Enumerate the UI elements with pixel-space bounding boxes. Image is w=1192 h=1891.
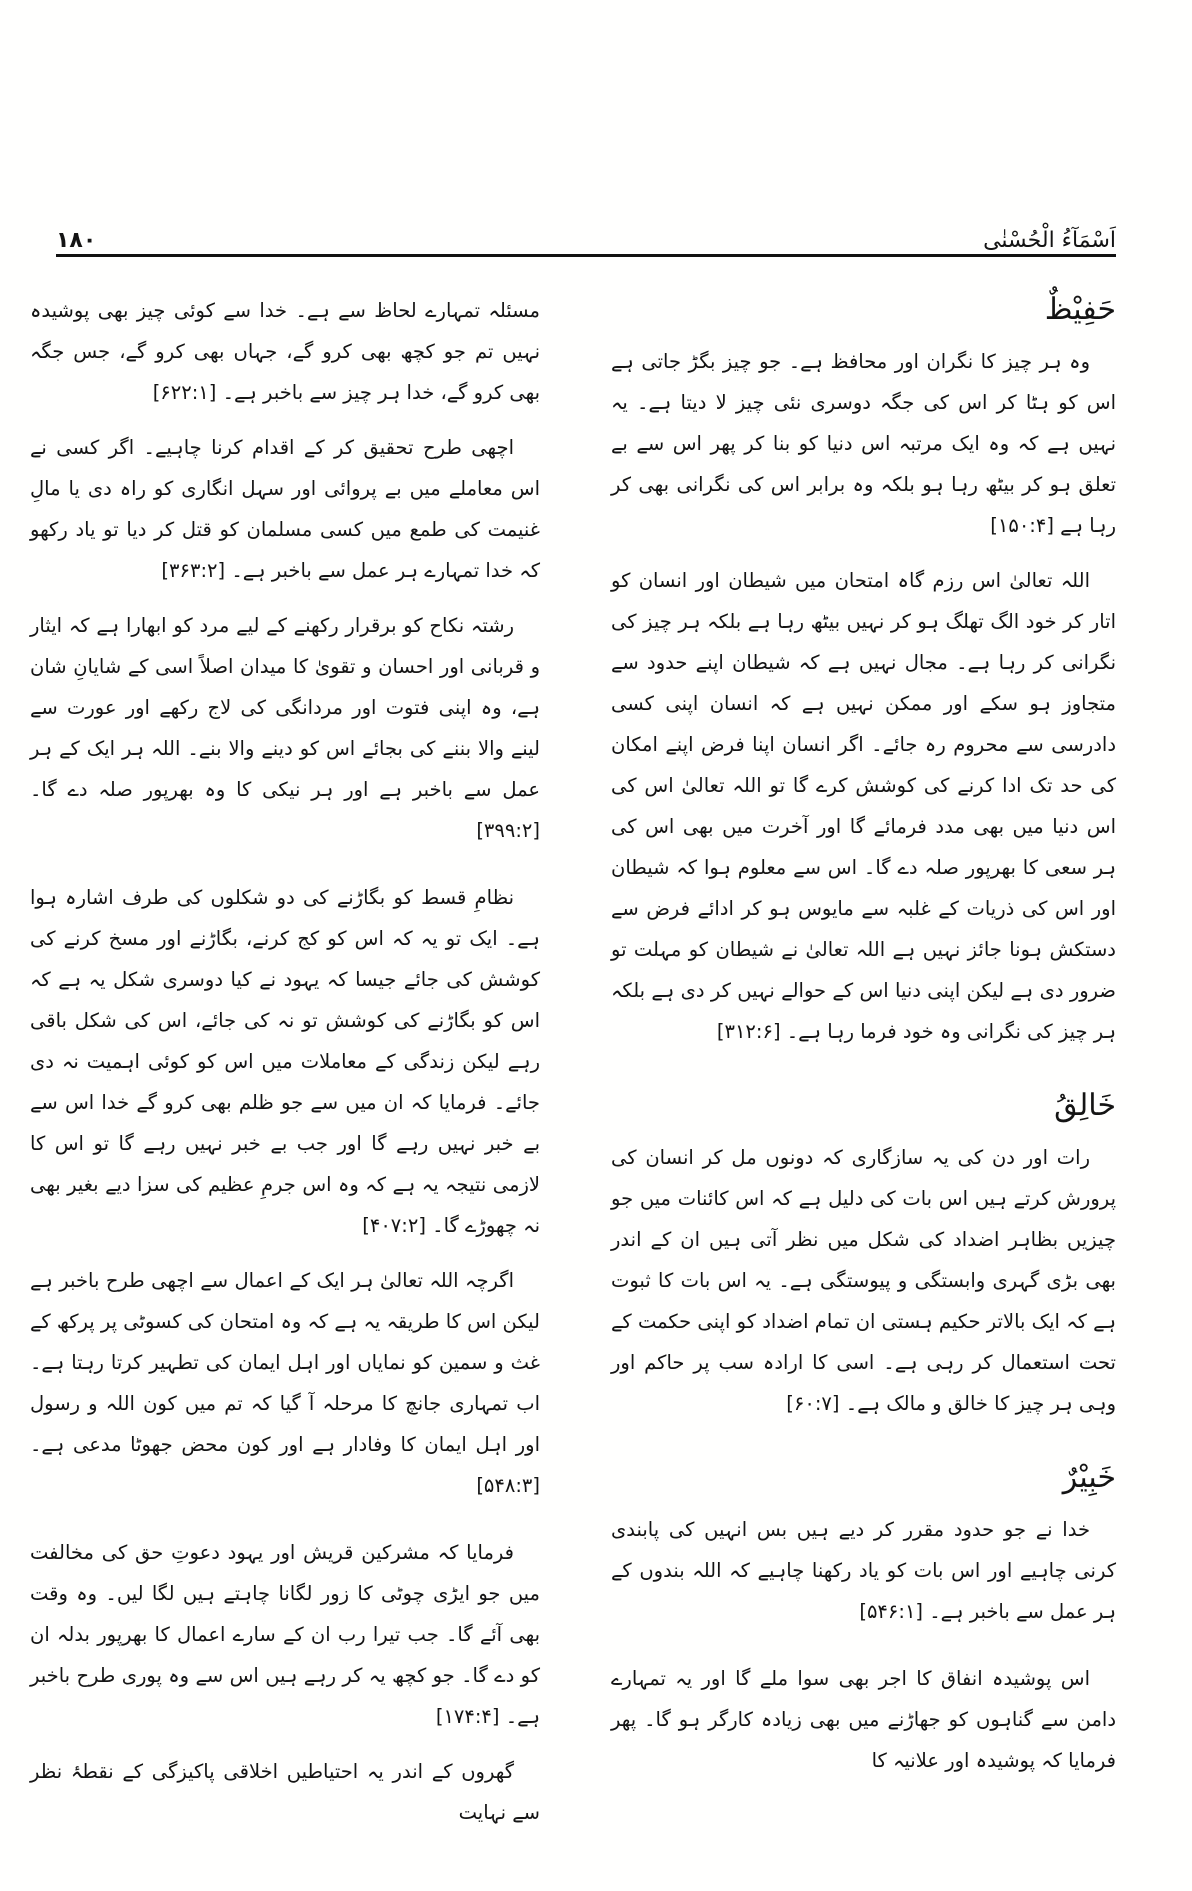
paragraph <box>30 1751 540 1833</box>
paragraph-text: گھروں کے اندر یہ احتیاطیں اخلاقی پاکیزگی کے نقطۂ نظر سے نہایت <box>30 1760 540 1824</box>
verse-reference: [۴۰۷:۲] <box>362 1214 426 1237</box>
paragraph <box>30 427 540 591</box>
left-column <box>30 290 540 1847</box>
section-khabeer <box>611 1458 1116 1781</box>
paragraph-text: مسئلہ تمہارے لحاظ سے ہے۔ خدا سے کوئی چیز بھی پوشیدہ نہیں تم جو کچھ بھی کرو گے، جہاں بھی کرو گے، جس جگہ بھی کرو گے، خدا ہر چیز سے باخبر ہے۔ <box>30 299 540 404</box>
verse-reference: [۵۴۶:۱] <box>859 1600 924 1623</box>
verse-reference: [۳۱۲:۶] <box>716 1020 781 1043</box>
verse-reference: [۳۹۹:۲] <box>476 819 540 842</box>
section-heading: خَالِقُ <box>1054 1088 1116 1123</box>
paragraph-text: نظامِ قسط کو بگاڑنے کی دو شکلوں کی طرف اشارہ ہوا ہے۔ ایک تو یہ کہ اس کو کج کرنے، بگاڑنے اور مسخ کرنے کی کوشش کی جائے جیسا کہ یہود نے کیا دوسری شکل یہ ہے کہ اس کو بگاڑنے کی کوشش تو نہ کی جائے، اس کی شکل باقی رہے لیکن زندگی کے معاملات میں اس کو کوئی اہمیت نہ دی جائے۔ فرمایا کہ ان میں سے جو ظلم بھی کرو گے خدا اس سے بے خبر نہیں رہے گا اور جب بے خبر نہیں رہے گا تو اس کا لازمی نتیجہ یہ ہے کہ وہ اس جرمِ عظیم کی سزا دیے بغیر بھی نہ چھوڑے گا۔ <box>30 886 540 1237</box>
paragraph-text: رشتہ نکاح کو برقرار رکھنے کے لیے مرد کو ابھارا ہے کہ ایثار و قربانی اور احسان و تقویٰ کا میدان اصلاً اسی کے شایانِ شان ہے، وہ اپنی فتوت اور مردانگی کی لاج رکھے اور عورت سے لینے والا بننے کی بجائے اس کو دینے والا بنے۔ اللہ ہر ایک کے ہر عمل سے باخبر ہے اور ہر نیکی کا وہ بھرپور صلہ دے گا۔ <box>30 614 540 801</box>
paragraph-text: اچھی طرح تحقیق کر کے اقدام کرنا چاہیے۔ اگر کسی نے اس معاملے میں بے پروائی اور سہل انگاری کو راہ دی یا مالِ غنیمت کی طمع میں کسی مسلمان کو قتل کر دیا تو یاد رکھو کہ خدا تمہارے ہر عمل سے باخبر ہے۔ <box>30 436 540 582</box>
right-column <box>611 290 1116 1847</box>
section-heading: حَفِیْظٌ <box>1044 292 1116 327</box>
paragraph <box>30 605 540 851</box>
verse-reference: [۳۶۳:۲] <box>161 559 226 582</box>
paragraph-text: فرمایا کہ مشرکین قریش اور یہود دعوتِ حق کی مخالفت میں جو ایڑی چوٹی کا زور لگانا چاہتے ہیں لگا لیں۔ وہ وقت بھی آئے گا۔ جب تیرا رب ان کے سارے اعمال کا بھرپور بدلہ ان کو دے گا۔ جو کچھ یہ کر رہے ہیں اس سے وہ پوری طرح باخبر ہے۔ <box>30 1541 540 1728</box>
paragraph-text: اگرچہ اللہ تعالیٰ ہر ایک کے اعمال سے اچھی طرح باخبر ہے لیکن اس کا طریقہ یہ ہے کہ وہ امتحان کی کسوٹی پر پرکھ کے غث و سمین کو نمایاں اور اہل ایمان کی تطہیر کرتا رہتا ہے۔ اب تمہاری جانچ کا مرحلہ آ گیا کہ تم میں کون اللہ و رسول اور اہل ایمان کا وفادار ہے اور کون محض جھوٹا مدعی ہے۔ <box>30 1269 540 1456</box>
header-divider <box>56 254 1116 257</box>
section-heading: خَبِیْرٌ <box>1062 1460 1116 1495</box>
text-columns <box>30 290 1116 1847</box>
running-header <box>56 222 1116 252</box>
section-khaliq <box>611 1086 1116 1424</box>
paragraph-text: اللہ تعالیٰ اس رزم گاہ امتحان میں شیطان اور انسان کو اتار کر خود الگ تھلگ ہو کر نہیں بیٹھ رہا ہے بلکہ ہر چیز کی نگرانی کر رہا ہے۔ مجال نہیں ہے کہ شیطان اپنے حدود سے متجاوز ہو سکے اور ممکن نہیں ہے کہ انسان اپنی کسی دادرسی سے محروم رہ جائے۔ اگر انسان اپنا فرض اپنے امکان کی حد تک ادا کرنے کی کوشش کرے گا تو اللہ تعالیٰ اس کی اس دنیا میں بھی مدد فرمائے گا اور آخرت میں بھی اس کی ہر سعی کا بھرپور صلہ دے گا۔ اس سے معلوم ہوا کہ شیطان اور اس کی ذریات کے غلبہ سے مایوس ہو کر ادائے فرض سے دستکش ہونا جائز نہیں ہے اللہ تعالیٰ نے شیطان کو مہلت تو ضرور دی ہے لیکن اپنی دنیا اس کے حوالے نہیں کر دی ہے بلکہ ہر چیز کی نگرانی وہ خود فرما رہا ہے۔ <box>611 569 1116 1043</box>
paragraph <box>611 1658 1116 1781</box>
verse-reference: [۱۵۰:۴] <box>990 514 1054 537</box>
section-hafeez <box>611 290 1116 1052</box>
paragraph-text: اس پوشیدہ انفاق کا اجر بھی سوا ملے گا اور یہ تمہارے دامن سے گناہوں کو جھاڑنے میں بھی زیادہ کارگر ہو گا۔ پھر فرمایا کہ پوشیدہ اور علانیہ کا <box>611 1667 1116 1772</box>
paragraph <box>30 1260 540 1506</box>
paragraph-text: خدا نے جو حدود مقرر کر دیے ہیں بس انہیں کی پابندی کرنی چاہیے اور اس بات کو یاد رکھنا چاہیے کہ اللہ بندوں کے ہر عمل سے باخبر ہے۔ <box>611 1518 1116 1623</box>
paragraph <box>611 341 1116 546</box>
paragraph <box>611 1137 1116 1424</box>
book-title: اَسْمَآءُ الْحُسْنٰی <box>983 228 1116 253</box>
verse-reference: [۶۲۲:۱] <box>152 381 217 404</box>
paragraph <box>611 1509 1116 1632</box>
paragraph-continued <box>30 290 540 413</box>
verse-reference: [۱۷۴:۴] <box>435 1705 500 1728</box>
verse-reference: [۶۰:۷] <box>786 1392 840 1415</box>
paragraph-text: وہ ہر چیز کا نگران اور محافظ ہے۔ جو چیز بگڑ جاتی ہے اس کو ہٹا کر اس کی جگہ دوسری نئی چیز لا دیتا ہے۔ یہ نہیں ہے کہ وہ ایک مرتبہ اس دنیا کو بنا کر پھر اس سے بے تعلق ہو کر بیٹھ رہا ہو بلکہ وہ برابر اس کی نگرانی بھی کر رہا ہے <box>611 350 1116 537</box>
paragraph <box>30 1532 540 1737</box>
verse-reference: [۵۴۸:۳] <box>476 1474 540 1497</box>
paragraph <box>30 877 540 1246</box>
page-number: ۱۸۰ <box>56 228 97 253</box>
paragraph-text: رات اور دن کی یہ سازگاری کہ دونوں مل کر انسان کی پرورش کرتے ہیں اس بات کی دلیل ہے کہ اس کائنات میں جو چیزیں بظاہر اضداد کی شکل میں نظر آتی ہیں ان کے اندر بھی بڑی گہری وابستگی و پیوستگی ہے۔ یہ اس بات کا ثبوت ہے کہ ایک بالاتر حکیم ہستی ان تمام اضداد کو اپنی حکمت کے تحت استعمال کر رہی ہے۔ اسی کا ارادہ سب پر حاکم اور وہی ہر چیز کا خالق و مالک ہے۔ <box>611 1146 1116 1415</box>
paragraph <box>611 560 1116 1052</box>
